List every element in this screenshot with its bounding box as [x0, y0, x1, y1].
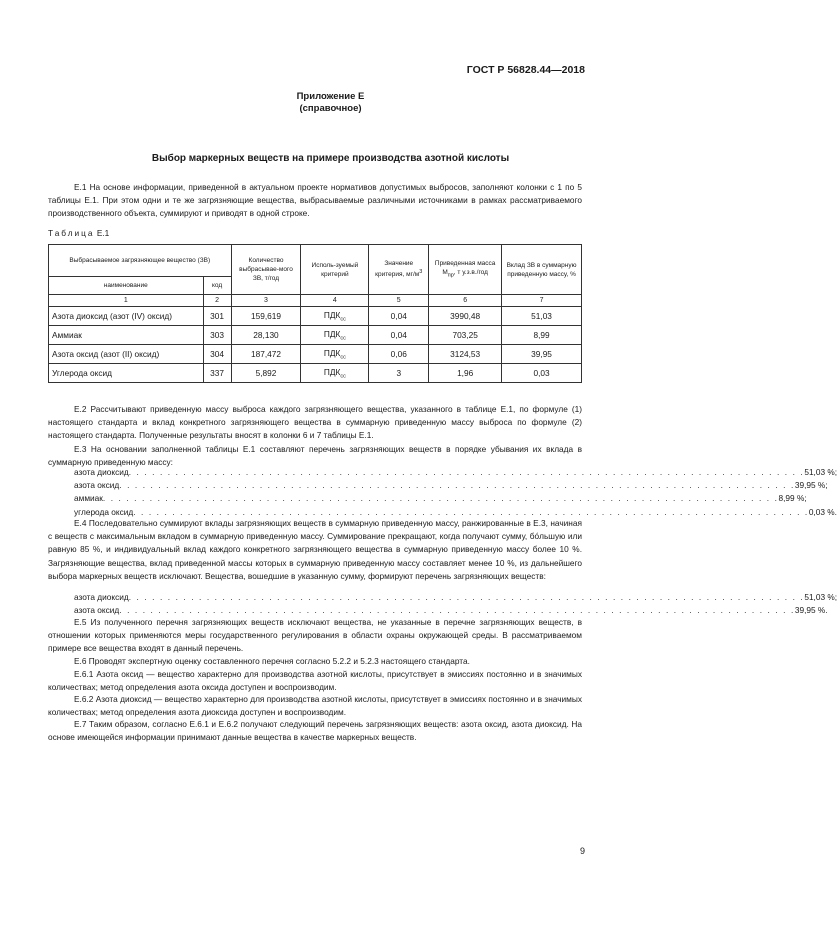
paragraph-e4: Е.4 Последовательно суммируют вклады загрязняющих веществ в суммарную приведенную массу, ранжированные в Е.3, начиная с веществ с максимальным вкладом в суммарную приведенную массу. Суммирование прекращают, когда получают сумму, бо́льшую или равную 85 %, и индивидуальный вклад каждого конкретного загрязняющего вещества в суммарную приведенную массу более 10 %. Загрязняющие вещества, вклад приведенной массы которых в суммарную приведенную массу составляет менее 10 %, из дальнейшего выбора маркерных веществ исключают. Вещества, вошедшие в указанную сумму, формируют перечень загрязняющих веществ: [48, 518, 582, 581]
table-row [49, 326, 582, 345]
paragraph-e3: Е.3 На основании заполненной таблицы Е.1 составляют перечень загрязняющих веществ в порядке убывания их вклада в суммарную приведенную массу: [48, 444, 582, 468]
leader-dots: . . . . . . . . . . . . . . . . . . . . . . . . . . . . . . . . . . . . . . . . . . . . . . . . . . . . . . . . . . . . . . . . . . . . . . . . . . . . . . . . . . . . . . . [128, 467, 805, 477]
header-code: код [203, 277, 231, 295]
cell-criterion [301, 307, 369, 326]
header-reduced-mass-sub: пр [447, 272, 454, 279]
paragraph-e6-1: Е.6.1 Азота оксид — вещество характерно для производства азотной кислоты, присутствует в эмиссиях постоянно и в значимых количествах; метод определения азота оксида доступен и воспроизводим. [48, 669, 582, 693]
header-criterion-value-text: Значение критерия, мг/м [375, 260, 420, 279]
criterion-sub: сс [340, 373, 346, 380]
cell-criterion-value: 0,04 [369, 307, 429, 326]
criterion-sub: сс [340, 316, 346, 323]
list-item-value: 51,03 %; [804, 467, 837, 477]
table-caption [48, 228, 109, 238]
criterion-main: ПДК [323, 309, 341, 320]
header-criterion-value-sup: 3 [419, 269, 423, 276]
list-item [74, 466, 837, 479]
cell-criterion-value: 3 [369, 364, 429, 383]
cell-share: 39,95 [502, 345, 582, 364]
column-number: 7 [502, 295, 582, 307]
list-item-name: азота оксид [74, 480, 120, 491]
cell-name: Аммиак [49, 326, 204, 345]
cell-name: Азота оксид (азот (II) оксид) [49, 345, 204, 364]
header-criterion: Исполь-зуемый критерий [301, 245, 369, 295]
list-item-value: 51,03 %; [804, 592, 837, 602]
leader-dots: . . . . . . . . . . . . . . . . . . . . . . . . . . . . . . . . . . . . . . . . . . . . . . . . . . . . . . . . . . . . . . . . . . . . . . . . . . . . . . . . . . . . . . . [102, 493, 779, 504]
contribution-list-1 [74, 466, 837, 519]
header-reduced-mass [429, 245, 502, 295]
table-caption-word: Таблица [48, 228, 95, 238]
header-substance: Выбрасываемое загрязняющее вещество (ЗВ) [49, 245, 232, 277]
cell-reduced-mass: 1,96 [429, 364, 502, 383]
table-row [49, 345, 582, 364]
paragraph-e7: Е.7 Таким образом, согласно Е.6.1 и Е.6.2 получают следующий перечень загрязняющих веществ: азота оксид, азота диоксид. На основе имеющейся информации принимают данные вещества в качестве маркерных веществ. [48, 719, 582, 743]
cell-quantity: 187,472 [231, 345, 301, 364]
leader-dots: . . . . . . . . . . . . . . . . . . . . . . . . . . . . . . . . . . . . . . . . . . . . . . . . . . . . . . . . . . . . . . . . . . . . . . . . . . . . . . . . . . . . . . . [119, 605, 795, 616]
cell-criterion [301, 326, 369, 345]
column-number: 5 [369, 295, 429, 307]
list-item-name: азота диоксид [74, 467, 129, 477]
annex-title: Приложение Е [296, 91, 365, 102]
cell-reduced-mass: 3124,53 [429, 345, 502, 364]
table-e1 [48, 244, 582, 383]
list-item [74, 591, 837, 604]
criterion-sub: сс [340, 335, 346, 342]
cell-name: Углерода оксид [49, 364, 204, 383]
column-number: 2 [203, 295, 231, 307]
cell-code: 304 [203, 345, 231, 364]
cell-criterion-value: 0,06 [369, 345, 429, 364]
criterion-main: ПДК [323, 347, 341, 358]
list-item-name: азота диоксид [74, 592, 129, 602]
page-number: 9 [579, 846, 585, 856]
column-number: 4 [301, 295, 369, 307]
cell-criterion-value: 0,04 [369, 326, 429, 345]
cell-share: 0,03 [502, 364, 582, 383]
paragraph-e5: Е.5 Из полученного перечня загрязняющих веществ исключают вещества, не указанные в перечне загрязняющих веществ, в отношении которых применяются меры государственного регулирования в области охраны окружающей среды. В рассматриваемом примере все вещества входят в данный перечень. [48, 617, 582, 654]
leader-dots: . . . . . . . . . . . . . . . . . . . . . . . . . . . . . . . . . . . . . . . . . . . . . . . . . . . . . . . . . . . . . . . . . . . . . . . . . . . . . . . . . . . . . . . [128, 592, 805, 602]
list-item-name: аммиак [74, 493, 103, 504]
header-reduced-mass-a: Приведенная масса М [434, 259, 496, 276]
table-row [49, 364, 582, 383]
header-criterion-value [369, 245, 429, 295]
standard-number: ГОСТ Р 56828.44—2018 [466, 64, 585, 76]
leader-dots: . . . . . . . . . . . . . . . . . . . . . . . . . . . . . . . . . . . . . . . . . . . . . . . . . . . . . . . . . . . . . . . . . . . . . . . . . . . . . . . . . . . . . . . [119, 480, 795, 491]
cell-code: 301 [203, 307, 231, 326]
table-row [49, 307, 582, 326]
list-item-value: 39,95 %; [794, 480, 828, 491]
paragraph-e6: Е.6 Проводят экспертную оценку составленного перечня согласно 5.2.2 и 5.2.3 настоящего стандарта. [74, 656, 470, 666]
list-item [74, 479, 828, 492]
paragraph-e1: Е.1 На основе информации, приведенной в актуальном проекте нормативов допустимых выбросов, заполняют колонки с 1 по 5 таблицы Е.1. При этом одни и те же загрязняющие вещества, выбрасываемые различными источниками в рамках рассматриваемого производственного объекта, суммируют и приводят в одной строке. [48, 182, 582, 219]
cell-criterion [301, 345, 369, 364]
cell-quantity: 159,619 [231, 307, 301, 326]
header-share: Вклад ЗВ в суммарную приведенную массу, % [502, 245, 582, 295]
section-title: Выбор маркерных веществ на примере производства азотной кислоты [151, 153, 510, 164]
header-name: наименование [49, 277, 204, 295]
header-reduced-mass-b: , т у.з.в./год [453, 268, 488, 276]
cell-share: 8,99 [502, 326, 582, 345]
contribution-list-2 [74, 591, 837, 617]
cell-quantity: 5,892 [231, 364, 301, 383]
column-number: 3 [231, 295, 301, 307]
cell-code: 337 [203, 364, 231, 383]
cell-criterion [301, 364, 369, 383]
criterion-sub: сс [340, 354, 346, 361]
criterion-main: ПДК [323, 366, 341, 377]
criterion-main: ПДК [323, 328, 341, 339]
paragraph-e2: Е.2 Рассчитывают приведенную массу выброса каждого загрязняющего вещества, указанного в таблице Е.1, по формуле (1) настоящего стандарта и вклад конкретного загрязняющего вещества в суммарную приведенную массу выброса по формуле (2) настоящего стандарта. Полученные результаты вносят в колонки 6 и 7 таблицы Е.1. [48, 404, 582, 441]
list-item-value: 8,99 %; [778, 493, 807, 504]
column-number: 6 [429, 295, 502, 307]
list-item-value: 39,95 %. [794, 605, 828, 616]
list-item-value: 0,03 %. [808, 506, 837, 517]
cell-name: Азота диоксид (азот (IV) оксид) [49, 307, 204, 326]
list-item [74, 492, 807, 505]
column-number: 1 [49, 295, 204, 307]
cell-code: 303 [203, 326, 231, 345]
leader-dots: . . . . . . . . . . . . . . . . . . . . . . . . . . . . . . . . . . . . . . . . . . . . . . . . . . . . . . . . . . . . . . . . . . . . . . . . . . . . . . . . . . . . . . . [133, 506, 809, 517]
header-quantity: Количество выбрасывае-мого ЗВ, т/год [231, 245, 301, 295]
column-numbers-row [49, 295, 582, 307]
cell-reduced-mass: 703,25 [429, 326, 502, 345]
list-item-name: углерода оксид [74, 506, 134, 517]
table-caption-number: Е.1 [96, 228, 110, 238]
cell-share: 51,03 [502, 307, 582, 326]
cell-quantity: 28,130 [231, 326, 301, 345]
list-item-name: азота оксид [74, 605, 120, 616]
annex-subtitle: (справочное) [299, 103, 362, 114]
paragraph-e6-2: Е.6.2 Азота диоксид — вещество характерно для производства азотной кислоты, присутствует в эмиссиях постоянно и в значимых количествах; метод определения азота диоксида доступен и воспроизводим. [48, 694, 582, 718]
cell-reduced-mass: 3990,48 [429, 307, 502, 326]
